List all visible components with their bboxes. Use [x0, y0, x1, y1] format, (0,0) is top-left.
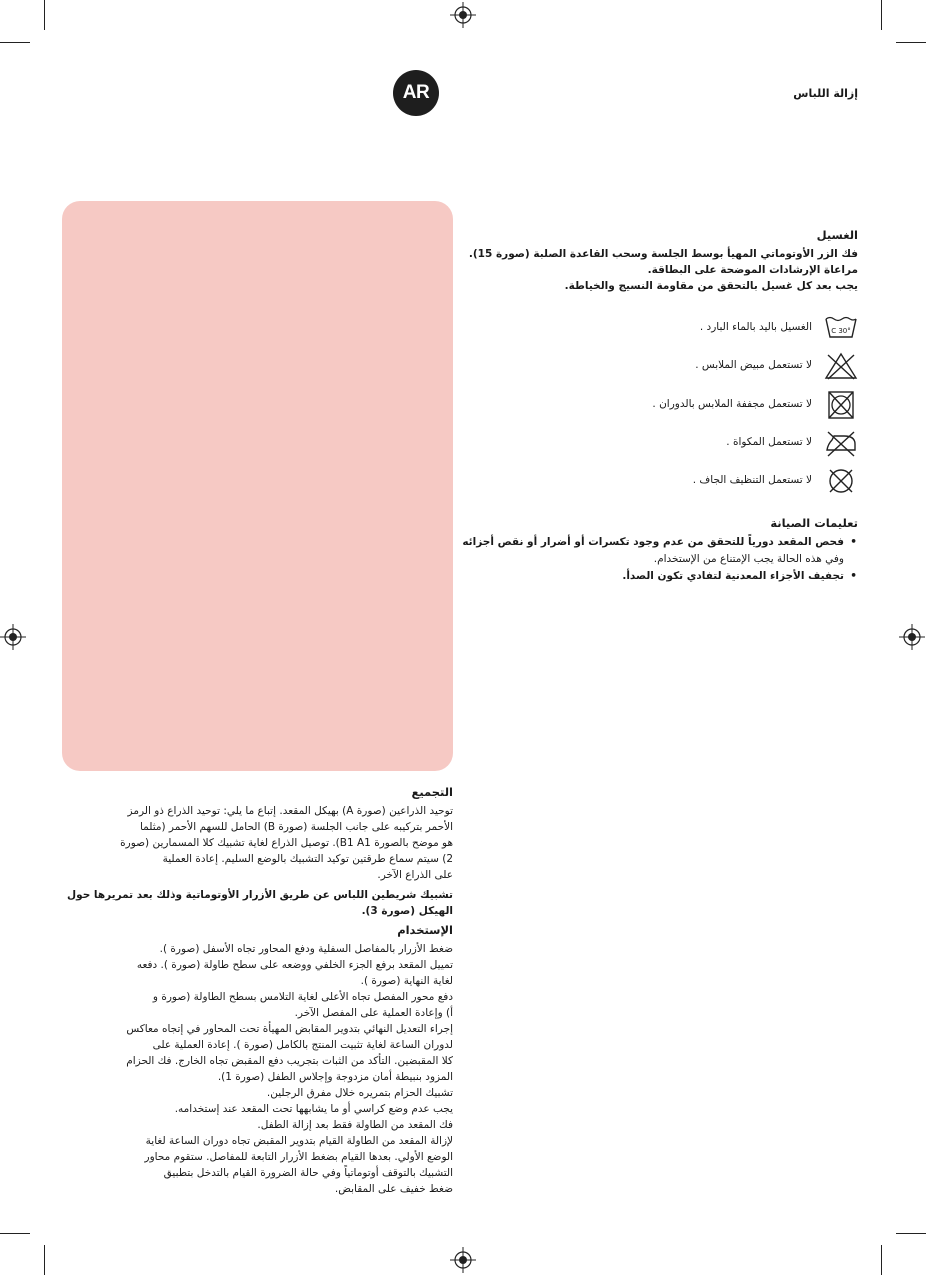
care-text: لا تستعمل المكواة .	[726, 436, 812, 448]
washing-line: مراعاة الإرشادات الموضحة على البطاقة.	[647, 264, 858, 276]
washing-section	[468, 228, 858, 294]
usage-line: تشبيك الحزام بتمريره خلال مفرق الرجلين.	[266, 1087, 453, 1099]
maintenance-text: وفي هذه الحالة يجب الإمتناع من الإستخدام.	[653, 553, 844, 565]
crop-mark	[44, 0, 45, 30]
list-item	[438, 534, 857, 568]
assembly-line: تشبيك شريطين اللباس عن طريق الأزرار الأوتوماتية وذلك بعد تمريرها حول	[67, 889, 453, 901]
maintenance-text: تجفيف الأجزاء المعدنية لتفادي تكون الصدأ.	[622, 570, 844, 582]
care-text: لا تستعمل مبيض الملابس .	[695, 359, 812, 371]
usage-line: الوضع الأولي. بعدها القيام بضغط الأزرار التابعة للمفاصل. ستقوم محاور	[144, 1151, 453, 1163]
language-badge: AR	[393, 70, 439, 116]
care-text: لا تستعمل التنظيف الجاف .	[692, 474, 812, 486]
usage-line: أ) وإعادة العملية على المفصل الآخر.	[294, 1007, 453, 1019]
maintenance-list	[438, 534, 858, 585]
crop-mark	[881, 1245, 882, 1275]
maintenance-title: تعليمات الصيانة	[770, 516, 858, 530]
maintenance-section	[438, 516, 858, 585]
assembly-line: على الذراع الآخر.	[377, 869, 453, 881]
usage-line: ضغط خفيف على المقابض.	[334, 1183, 453, 1195]
usage-line: فك المقعد من الطاولة فقط بعد إزالة الطفل.	[257, 1119, 453, 1131]
usage-line: يجب عدم وضع كراسي أو ما يشابهها تحت المقعد عند إستخدامه.	[174, 1103, 453, 1115]
care-item	[628, 351, 858, 381]
usage-line: دفع محور المفصل تجاه الأعلى لغاية التلامس بسطح الطاولة (صورة و	[152, 991, 453, 1003]
usage-line: لغاية النهاية (صورة ).	[360, 975, 453, 987]
section-title: إزالة اللباس	[793, 87, 858, 100]
crop-mark	[0, 42, 30, 43]
assembly-line: توحيد الذراعين (صورة A) بهيكل المقعد. إتباع ما يلي: توحيد الذراع ذو الرمز	[127, 805, 453, 817]
care-item	[628, 313, 858, 343]
washing-line: يجب بعد كل غسيل بالتحقق من مقاومة النسيج والخياطة.	[564, 280, 858, 292]
crop-mark	[896, 1233, 926, 1234]
assembly-line: الأحمر بتركيبه على جانب الجلسة (صورة B) الحامل للسهم الأحمر (مثلما	[139, 821, 453, 833]
care-item	[628, 390, 858, 420]
registration-mark-icon	[0, 624, 26, 650]
usage-line: لإزالة المقعد من الطاولة القيام بتدوير المقبض تجاه دوران الساعة لغاية	[145, 1135, 453, 1147]
care-item	[628, 466, 858, 496]
crop-mark	[881, 0, 882, 30]
usage-title: الإستخدام	[397, 923, 453, 937]
registration-mark-icon	[899, 624, 925, 650]
no-iron-icon	[824, 428, 858, 458]
assembly-line: 2) سيتم سماع طرقتين توكيد التشبيك بالوضع السليم. إعادة العملية	[162, 853, 453, 865]
bullet: •	[850, 570, 857, 582]
assembly-line: هو موضح بالصورة B1 A1). توصيل الذراع لغاية تشبيك كلا المسمارين (صورة	[120, 837, 453, 849]
illustration-panel	[62, 201, 453, 771]
assembly-section	[62, 785, 453, 919]
no-tumble-dry-icon	[824, 390, 858, 420]
usage-line: كلا المقبضين. التأكد من الثبات بتجريب دفع المقبض تجاه الخارج. فك الحزام	[126, 1055, 453, 1067]
crop-mark	[44, 1245, 45, 1275]
usage-line: المزود بنبيطة أمان مزدوجة وإجلاس الطفل (صورة 1).	[217, 1071, 453, 1083]
no-dry-clean-icon	[824, 466, 858, 496]
crop-mark	[0, 1233, 30, 1234]
care-item	[628, 428, 858, 458]
crop-mark	[896, 42, 926, 43]
washing-title: الغسيل	[816, 228, 858, 242]
usage-line: تمييل المقعد برفع الجزء الخلفي ووضعه على سطح طاولة (صورة ). دفعه	[136, 959, 453, 971]
no-bleach-icon	[824, 351, 858, 381]
registration-mark-icon	[450, 1247, 476, 1273]
assembly-line: الهيكل (صورة 3).	[361, 905, 453, 917]
list-item	[438, 568, 857, 585]
maintenance-text: فحص المقعد دورياً للتحقق من عدم وجود تكسرات أو أضرار أو نقص أجزائه	[462, 536, 844, 548]
care-text: لا تستعمل مجففة الملابس بالدوران .	[652, 398, 812, 410]
usage-line: إجراء التعديل النهائي بتدوير المقابض المهيأة تحت المحاور في إتجاه معاكس	[126, 1023, 453, 1035]
bullet: •	[850, 536, 857, 548]
assembly-title: التجميع	[411, 785, 453, 799]
washing-line: فك الزر الأوتوماتي المهيأ بوسط الجلسة وسحب القاعدة الصلبة (صورة 15).	[468, 248, 858, 260]
wash-temp-label: 30° C	[831, 327, 851, 335]
hand-wash-30-icon	[824, 313, 858, 343]
usage-line: لدوران الساعة لغاية تثبيت المنتج بالكامل (صورة ). إعادة العملية على	[152, 1039, 453, 1051]
registration-mark-icon	[450, 2, 476, 28]
usage-section	[62, 923, 453, 1197]
care-text: الغسيل باليد بالماء البارد .	[699, 321, 812, 333]
usage-line: التشبيك بالتوقف أوتوماتياً وفي حالة الضرورة القيام بالتدخل بتطبيق	[163, 1167, 453, 1179]
usage-line: ضغط الأزرار بالمفاصل السفلية ودفع المحاور تجاه الأسفل (صورة ).	[159, 943, 453, 955]
